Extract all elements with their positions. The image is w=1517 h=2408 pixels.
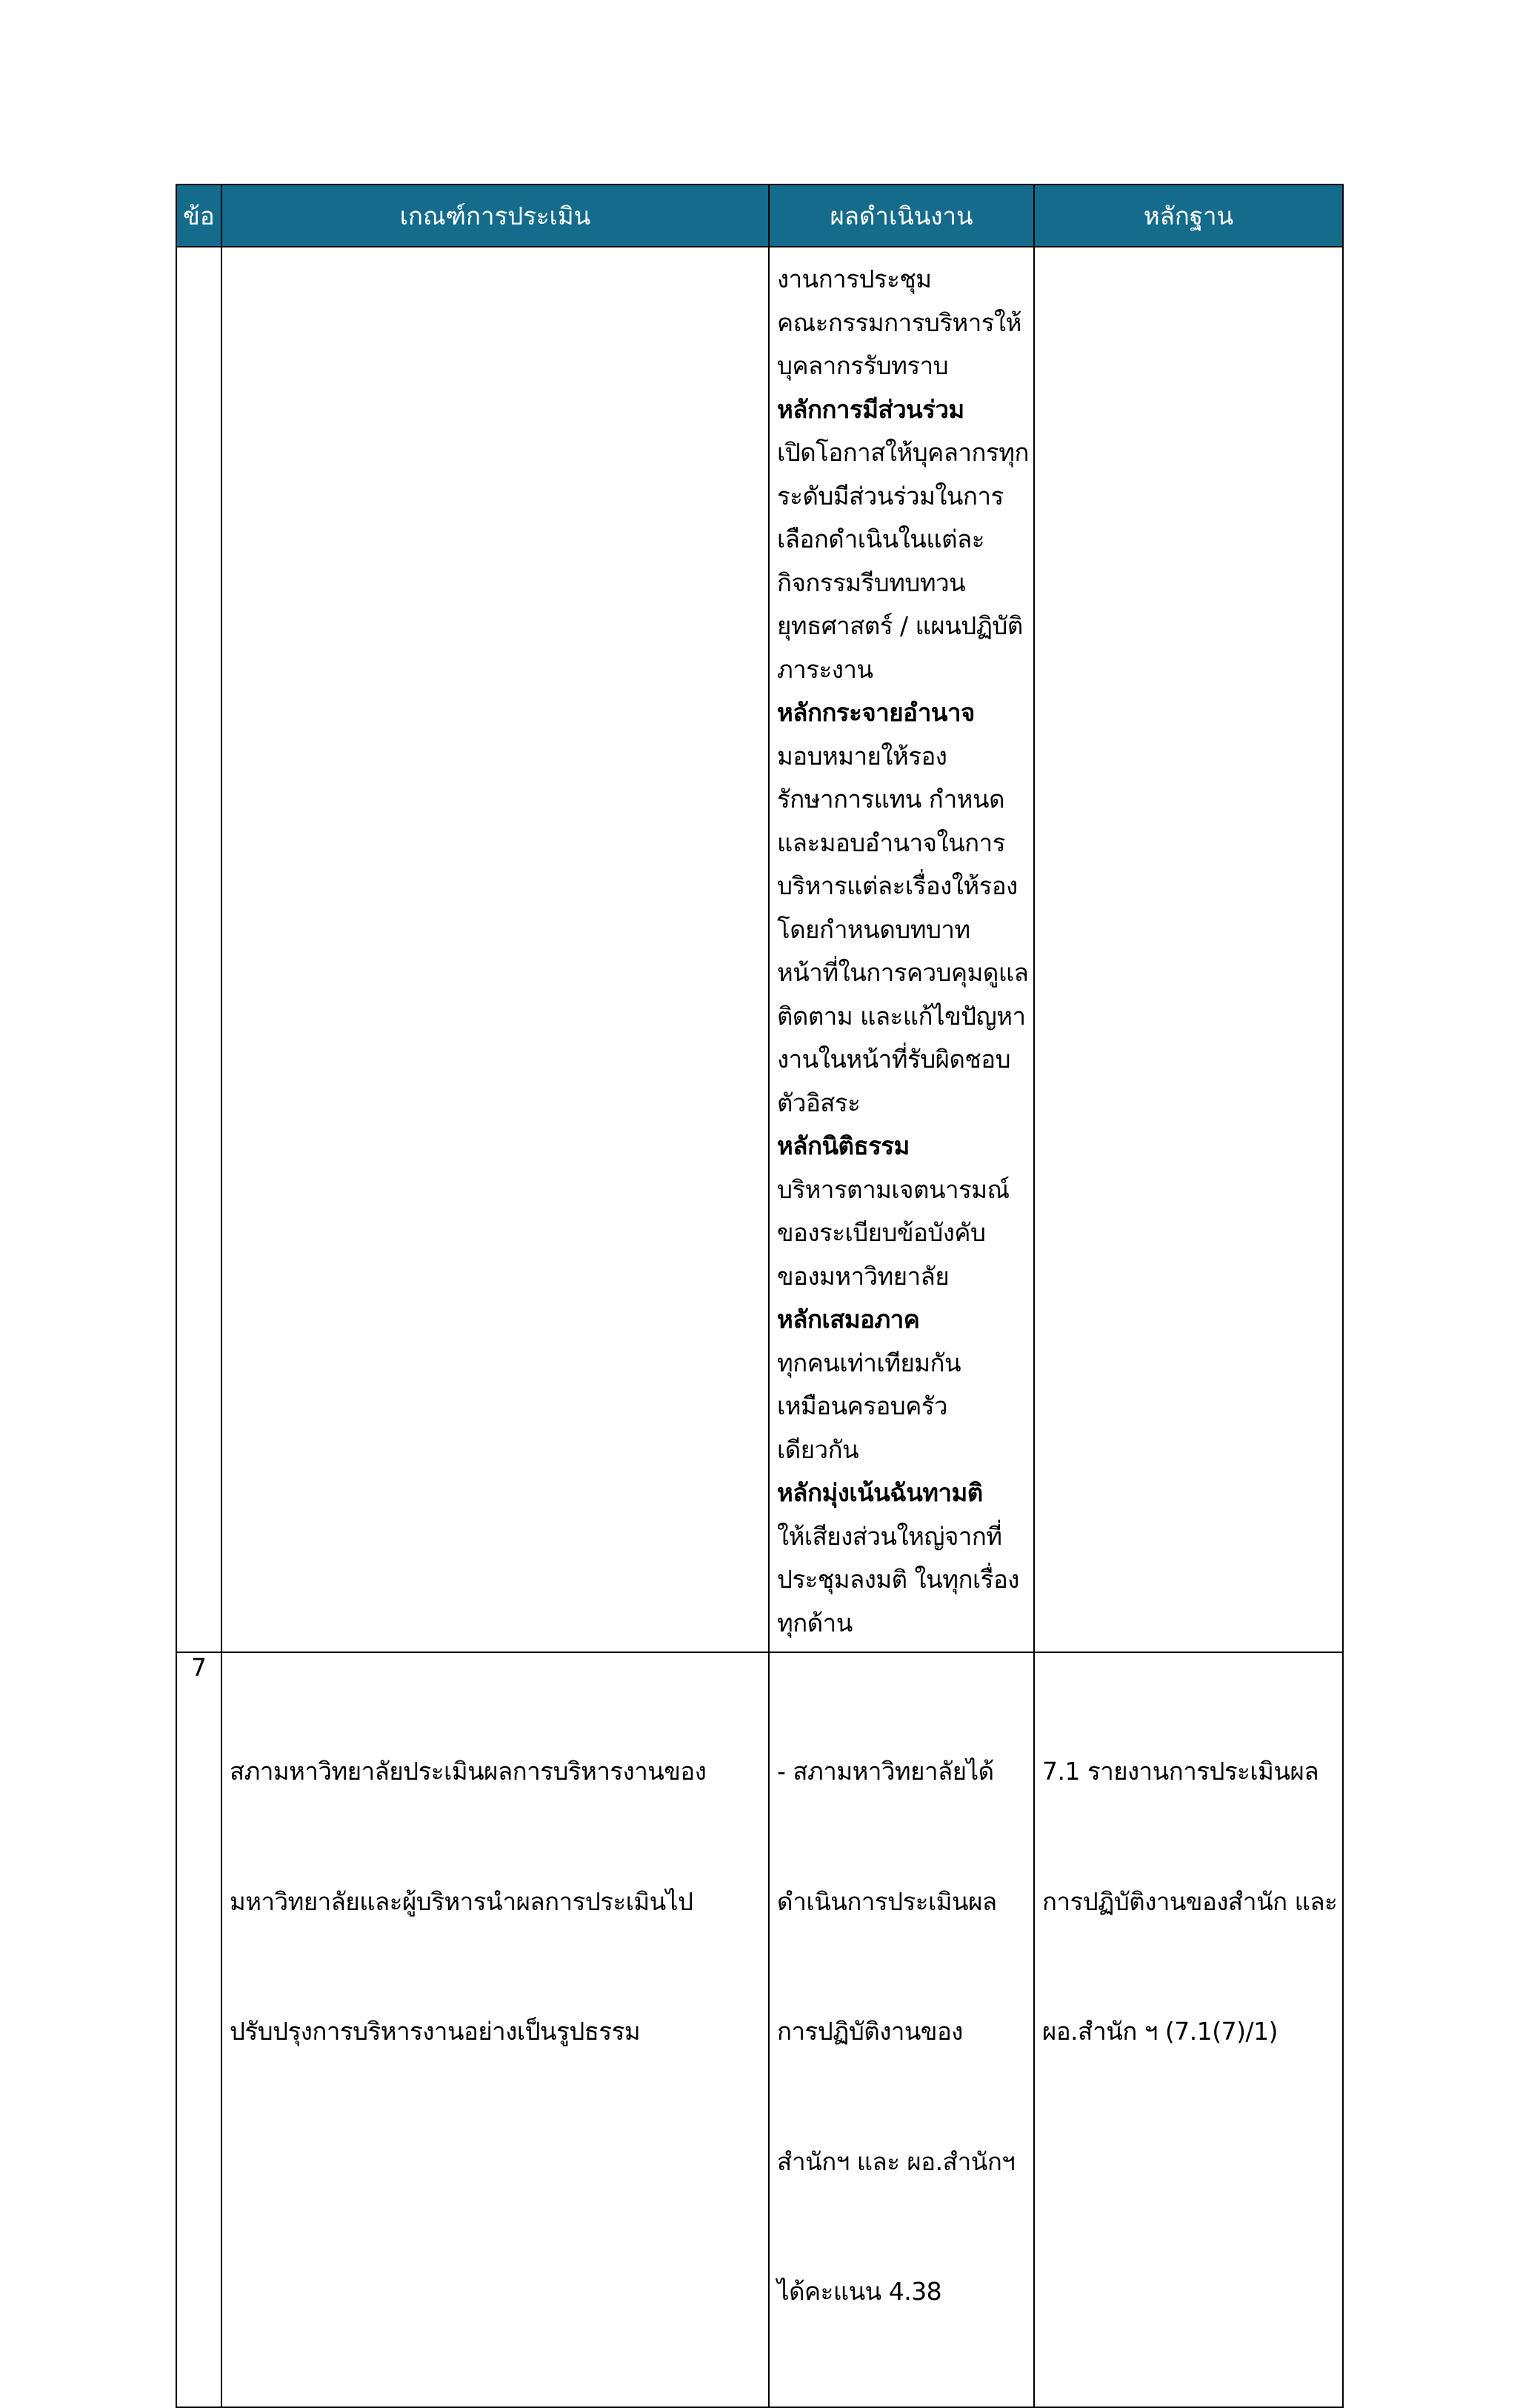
result-line: คณะกรรมการบริหารให้ — [777, 307, 1021, 337]
result-line: - สภามหาวิทยาลัยได้ — [777, 1757, 994, 1786]
cell-evidence-empty — [1034, 247, 1343, 1652]
criteria-line: ปรับปรุงการบริหารงานอย่างเป็นรูปธรรม — [230, 2017, 641, 2046]
result-line: ประชุมลงมติ ในทุกเรื่อง — [777, 1565, 1019, 1594]
header-criteria: เกณฑ์การประเมิน — [221, 184, 769, 247]
table-row — [176, 1652, 1343, 2407]
result-line: ทุกคนเท่าเทียมกัน — [777, 1348, 961, 1377]
result-line: และมอบอำนาจในการ — [777, 828, 1005, 857]
evidence-line: การปฏิบัติงานของสำนัก และ — [1042, 1886, 1338, 1916]
evidence-text — [1035, 1653, 1342, 2146]
result-line: ทุกด้าน — [777, 1608, 853, 1637]
result-line: สำนักฯ และ ผอ.สำนักฯ — [777, 2146, 1016, 2176]
assessment-table — [176, 184, 1344, 2408]
result-line: เดียวกัน — [777, 1434, 859, 1464]
result-line: มอบหมายให้รอง — [777, 741, 947, 771]
result-line: บริหารตามเจตนารมณ์ — [777, 1174, 1010, 1204]
result-line: รักษาการแทน กำหนด — [777, 785, 1005, 814]
result-line: หน้าที่ในการควบคุมดูแล — [777, 958, 1029, 987]
result-line: งานในหน้าที่รับผิดชอบ — [777, 1045, 1011, 1074]
result-line: ดำเนินการประเมินผล — [777, 1886, 997, 1916]
result-text — [770, 1653, 1033, 2407]
result-line: งานการประชุม — [777, 265, 932, 293]
result-line: ของระเบียบข้อบังคับ — [777, 1218, 986, 1247]
result-line: ตัวอิสระ — [777, 1088, 861, 1117]
cell-no-empty — [176, 247, 221, 1652]
evidence-line: ผอ.สำนัก ฯ (7.1(7)/1) — [1042, 2017, 1278, 2046]
cell-criteria-empty — [221, 247, 769, 1652]
result-line: ติดตาม และแก้ไขปัญหา — [777, 1001, 1026, 1031]
result-line: เลือกดำเนินในแต่ละ — [777, 525, 984, 553]
cell-result-continued — [769, 247, 1034, 1652]
principle-heading: หลักมุ่งเน้นฉันทามติ — [777, 1478, 983, 1507]
cell-criteria — [221, 1652, 769, 2407]
result-line: เหมือนครอบครัว — [777, 1391, 948, 1420]
criteria-line: มหาวิทยาลัยและผู้บริหารนำผลการประเมินไป — [230, 1886, 693, 1916]
table-header-row — [176, 184, 1343, 247]
result-text-continued — [770, 247, 1033, 1651]
row-number: 7 — [191, 1653, 207, 1682]
header-evidence: หลักฐาน — [1034, 184, 1343, 247]
result-line: การปฏิบัติงานของ — [777, 2017, 963, 2046]
result-line: ภาระงาน — [777, 654, 873, 684]
principle-heading: หลักนิติธรรม — [777, 1131, 910, 1160]
criteria-text — [222, 1653, 768, 2146]
cell-result — [769, 1652, 1034, 2407]
result-line: โดยกำหนดบทบาท — [777, 914, 970, 944]
header-result: ผลดำเนินงาน — [769, 184, 1034, 247]
principle-heading: หลักกระจายอำนาจ — [777, 698, 975, 727]
result-line: ยุทธศาสตร์ / แผนปฏิบัติ — [777, 611, 1023, 640]
header-no: ข้อ — [176, 184, 221, 247]
table-row-continued — [176, 247, 1343, 1652]
criteria-line: สภามหาวิทยาลัยประเมินผลการบริหารงานของ — [230, 1757, 707, 1786]
result-line: บุคลากรรับทราบ — [777, 351, 949, 380]
cell-no — [176, 1652, 221, 2407]
principle-heading: หลักเสมอภาค — [777, 1305, 920, 1334]
result-line: ให้เสียงส่วนใหญ่จากที่ — [777, 1521, 1002, 1551]
result-line: บริหารแต่ละเรื่องให้รอง — [777, 871, 1018, 900]
evidence-line: 7.1 รายงานการประเมินผล — [1042, 1757, 1319, 1786]
result-line: ของมหาวิทยาลัย — [777, 1261, 950, 1291]
result-line: ระดับมีส่วนร่วมในการ — [777, 481, 1004, 510]
result-line: กิจกรรมรีบทบทวน — [777, 568, 966, 597]
result-line: ได้คะแนน 4.38 — [777, 2277, 942, 2306]
result-line: เปิดโอกาสให้บุคลากรทุก — [777, 438, 1029, 467]
principle-heading: หลักการมีส่วนร่วม — [777, 394, 964, 424]
cell-evidence — [1034, 1652, 1343, 2407]
